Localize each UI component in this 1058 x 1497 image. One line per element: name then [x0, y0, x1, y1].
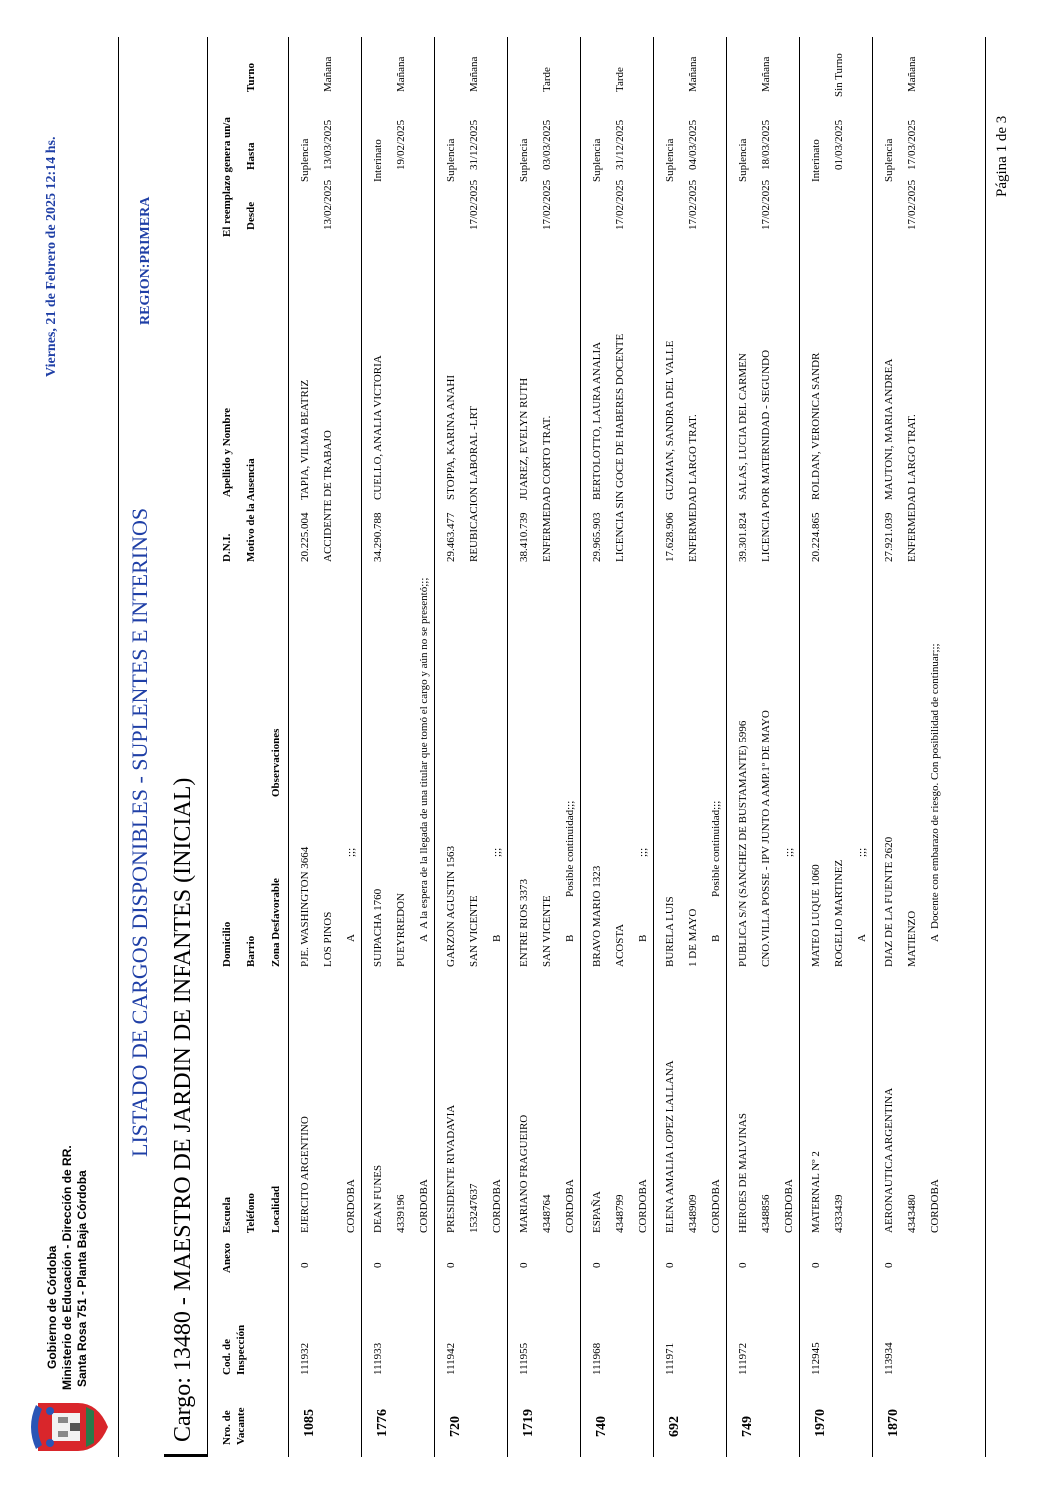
shift: Mañana	[395, 56, 407, 92]
school-locality: CORDOBA	[929, 1179, 941, 1233]
full-name: JUAREZ, EVELYN RUTH	[518, 377, 530, 500]
date-to: 31/12/2025	[614, 119, 626, 170]
replacement-type: Suplencia	[445, 138, 457, 182]
date-from: 13/02/2025	[322, 179, 334, 230]
col-motivo: Motivo de la Ausencia	[245, 458, 257, 562]
col-localidad: Localidad	[270, 1185, 282, 1233]
vacancy-number: 720	[448, 1416, 463, 1437]
vacancy-number: 692	[667, 1416, 682, 1437]
full-name: ROLDAN, VERONICA SANDR	[810, 352, 822, 500]
full-name: GUZMAN, SANDRA DEL VALLE	[664, 340, 676, 500]
unfavorable-zone: A	[856, 934, 868, 942]
annex: 0	[445, 1262, 457, 1268]
cordoba-coat-of-arms-logo	[28, 1397, 110, 1457]
school-neighborhood: 1 DE MAYO	[687, 908, 699, 967]
observations: ;;;	[783, 847, 795, 857]
school-phone: 153247637	[468, 1183, 480, 1233]
school-name: AERONAUTICA ARGENTINA	[883, 1087, 895, 1233]
date-to: 17/03/2025	[906, 119, 918, 170]
col-cod-1: Cod. de	[221, 1338, 233, 1375]
vacancy-number: 1085	[302, 1409, 317, 1437]
replacement-type: Suplencia	[518, 138, 530, 182]
annex: 0	[299, 1262, 311, 1268]
region-label: REGION:PRIMERA	[138, 196, 153, 325]
date-to: 04/03/2025	[687, 119, 699, 170]
school-neighborhood: MATIENZO	[906, 910, 918, 967]
absence-reason: ENFERMEDAD LARGO TRAT.	[906, 414, 918, 562]
annex: 0	[737, 1262, 749, 1268]
unfavorable-zone: B	[637, 934, 649, 942]
shift: Mañana	[687, 56, 699, 92]
date-to: 13/03/2025	[322, 119, 334, 170]
school-name: MATERNAL Nº 2	[810, 1151, 822, 1233]
date-from: 17/02/2025	[687, 179, 699, 230]
inspection-code: 111942	[445, 1342, 457, 1375]
school-phone: 4343480	[906, 1194, 918, 1233]
absence-reason: LICENCIA POR MATERNIDAD - SEGUNDO	[760, 349, 772, 562]
school-name: HEROES DE MALVINAS	[737, 1113, 749, 1233]
shift: Mañana	[468, 56, 480, 92]
gov-line-1: Gobierno de Córdoba	[45, 1245, 59, 1369]
col-reemplazo: El reemplazo genera un/a	[221, 117, 233, 237]
dni: 34.290.788	[372, 512, 384, 562]
report-date: Viernes, 21 de Febrero de 2025 12:14 hs.	[44, 136, 59, 377]
vacancy-number: 1719	[521, 1409, 536, 1437]
date-from: 17/02/2025	[614, 179, 626, 230]
school-address: DIAZ DE LA FUENTE 2620	[883, 836, 895, 967]
school-address: MATEO LUQUE 1060	[810, 864, 822, 967]
col-telefono: Teléfono	[245, 1193, 257, 1233]
observations: ;;;	[637, 847, 649, 857]
date-to: 31/12/2025	[468, 119, 480, 170]
date-from: 17/02/2025	[468, 179, 480, 230]
school-address: PJE. WASHINGTON 3664	[299, 846, 311, 967]
school-name: MARIANO FRAGUEIRO	[518, 1114, 530, 1233]
school-name: PRESIDENTE RIVADAVIA	[445, 1104, 457, 1233]
col-nro-1: Nro. de	[221, 1410, 233, 1445]
full-name: SALAS, LUCIA DEL CARMEN	[737, 353, 749, 500]
shift: Tarde	[614, 67, 626, 92]
col-nro-2: Vacante	[235, 1407, 247, 1445]
annex: 0	[591, 1262, 603, 1268]
unfavorable-zone: B	[491, 934, 503, 942]
observations: ;;;	[345, 847, 357, 857]
gov-line-2: Ministerio de Educación - Dirección de RR.	[60, 1145, 74, 1390]
dni: 20.224.865	[810, 512, 822, 562]
inspection-code: 112945	[810, 1342, 822, 1375]
col-zona: Zona Desfavorable	[270, 878, 282, 967]
school-address: ENTRE RIOS 3373	[518, 879, 530, 967]
date-from: 17/02/2025	[541, 179, 553, 230]
dni: 38.410.739	[518, 512, 530, 562]
school-neighborhood: ACOSTA	[614, 923, 626, 967]
date-from: 19/02/2025	[395, 119, 407, 170]
school-phone: 4348799	[614, 1194, 626, 1233]
absence-reason: LICENCIA SIN GOCE DE HABERES DOCENTE	[614, 333, 626, 562]
shift: Tarde	[541, 67, 553, 92]
date-from: 17/02/2025	[760, 179, 772, 230]
dni: 20.225.004	[299, 512, 311, 562]
vacancy-number: 1870	[886, 1409, 901, 1437]
unfavorable-zone: A	[929, 934, 941, 942]
col-desde: Desde	[245, 201, 257, 230]
full-name: CUELLO, ANALIA VICTORIA	[372, 355, 384, 500]
unfavorable-zone: A	[418, 934, 430, 942]
observations: Posible continuidad;;;	[564, 800, 576, 897]
annex: 0	[518, 1262, 530, 1268]
school-neighborhood: CNO.VILLA POSSE - IPV JUNTO A AMP.1º DE MAYO	[760, 710, 772, 967]
col-dni: D.N.I.	[221, 533, 233, 562]
school-locality: CORDOBA	[345, 1179, 357, 1233]
replacement-type: Interinato	[810, 139, 822, 182]
inspection-code: 111968	[591, 1342, 603, 1375]
dni: 29.463.477	[445, 512, 457, 562]
replacement-type: Interinato	[372, 139, 384, 182]
school-name: ESPAÑA	[591, 1191, 603, 1233]
school-neighborhood: LOS PINOS	[322, 911, 334, 967]
school-address: BRAVO MARIO 1323	[591, 865, 603, 967]
school-address: PUBLICA S/N (SANCHEZ DE BUSTAMANTE) 5996	[737, 720, 749, 967]
full-name: MAUTONI, MARIA ANDREA	[883, 358, 895, 500]
school-neighborhood: PUEYRREDON	[395, 893, 407, 967]
observations: ;;;	[491, 847, 503, 857]
annex: 0	[372, 1262, 384, 1268]
school-phone: 4348764	[541, 1194, 553, 1233]
school-name: EJERCITO ARGENTINO	[299, 1116, 311, 1233]
vacancy-number: 749	[740, 1416, 755, 1437]
vacancy-number: 740	[594, 1416, 609, 1437]
col-barrio: Barrio	[245, 935, 257, 967]
school-locality: CORDOBA	[710, 1179, 722, 1233]
unfavorable-zone: B	[710, 934, 722, 942]
inspection-code: 111972	[737, 1342, 749, 1375]
annex: 0	[664, 1262, 676, 1268]
annex: 0	[883, 1262, 895, 1268]
observations-long: A la espera de la llegada de una titular que tomó el cargo y aún no se presentó;;;	[418, 577, 430, 929]
replacement-type: Suplencia	[737, 138, 749, 182]
school-phone: 4348909	[687, 1194, 699, 1233]
replacement-type: Suplencia	[299, 138, 311, 182]
replacement-type: Suplencia	[591, 138, 603, 182]
report-title: LISTADO DE CARGOS DISPONIBLES - SUPLENTES E INTERINOS	[127, 507, 152, 1157]
page-number: Página 1 de 3	[994, 115, 1010, 197]
replacement-type: Suplencia	[664, 138, 676, 182]
school-locality: CORDOBA	[418, 1179, 430, 1233]
col-turno: Turno	[245, 63, 257, 92]
inspection-code: 111933	[372, 1342, 384, 1375]
absence-reason: ENFERMEDAD LARGO TRAT.	[687, 414, 699, 562]
school-neighborhood: SAN VICENTE	[468, 895, 480, 967]
col-domicilio: Domicilio	[221, 921, 233, 967]
school-name: DEAN FUNES	[372, 1164, 384, 1233]
observations: ;;;	[856, 847, 868, 857]
absence-reason: ENFERMEDAD CORTO TRAT.	[541, 415, 553, 562]
cargo-title: Cargo: 13480 - MAESTRO DE JARDIN DE INFANTES (INICIAL)	[170, 777, 196, 1442]
gov-line-3: Santa Rosa 751 - Planta Baja Córdoba	[75, 1170, 89, 1387]
date-from: 17/02/2025	[906, 179, 918, 230]
col-apellido: Apellido y Nombre	[221, 407, 233, 497]
shift: Mañana	[760, 56, 772, 92]
col-observaciones: Observaciones	[270, 728, 282, 797]
school-phone: 4333439	[833, 1194, 845, 1233]
shift: Sin Turno	[833, 53, 845, 97]
dni: 39.301.824	[737, 512, 749, 562]
inspection-code: 111932	[299, 1342, 311, 1375]
school-locality: CORDOBA	[637, 1179, 649, 1233]
date-to: 03/03/2025	[541, 119, 553, 170]
unfavorable-zone: B	[564, 934, 576, 942]
inspection-code: 111955	[518, 1342, 530, 1375]
full-name: BERTOLOTTO, LAURA ANALIA	[591, 341, 603, 500]
observations: Posible continuidad;;;	[710, 800, 722, 897]
school-phone: 4339196	[395, 1194, 407, 1233]
absence-reason: REUBICACION LABORAL -LRT	[468, 406, 480, 562]
school-address: SUIPACHA 1760	[372, 888, 384, 967]
school-address: GARZON AGUSTIN 1563	[445, 846, 457, 967]
annex: 0	[810, 1262, 822, 1268]
col-hasta: Hasta	[245, 142, 257, 170]
full-name: TAPIA, VILMA BEATRIZ	[299, 379, 311, 500]
inspection-code: 113934	[883, 1342, 895, 1375]
school-locality: CORDOBA	[783, 1179, 795, 1233]
shift: Mañana	[906, 56, 918, 92]
vacancy-number: 1776	[375, 1409, 390, 1437]
absence-reason: ACCIDENTE DE TRABAJO	[322, 430, 334, 562]
school-locality: CORDOBA	[491, 1179, 503, 1233]
full-name: STOPPA, KARINA ANAHI	[445, 374, 457, 500]
col-anexo: Anexo	[221, 1243, 233, 1273]
replacement-type: Suplencia	[883, 138, 895, 182]
date-from: 01/03/2025	[833, 119, 845, 170]
col-escuela: Escuela	[221, 1196, 233, 1233]
date-to: 18/03/2025	[760, 119, 772, 170]
shift: Mañana	[322, 56, 334, 92]
unfavorable-zone: A	[345, 934, 357, 942]
school-name: ELENA AMALIA LOPEZ LALLANA	[664, 1060, 676, 1233]
vacancy-number: 1970	[813, 1409, 828, 1437]
dni: 17.628.906	[664, 512, 676, 562]
inspection-code: 111971	[664, 1342, 676, 1375]
observations-long: Docente con embarazo de riesgo. Con posibilidad de continuar;;;	[929, 643, 941, 929]
col-cod-2: Inspección	[235, 1324, 247, 1375]
school-neighborhood: SAN VICENTE	[541, 895, 553, 967]
school-phone: 4348856	[760, 1194, 772, 1233]
dni: 29.965.903	[591, 512, 603, 562]
school-neighborhood: ROGELIO MARTINEZ	[833, 859, 845, 967]
dni: 27.921.039	[883, 512, 895, 562]
school-address: BURELA LUIS	[664, 896, 676, 967]
school-locality: CORDOBA	[564, 1179, 576, 1233]
